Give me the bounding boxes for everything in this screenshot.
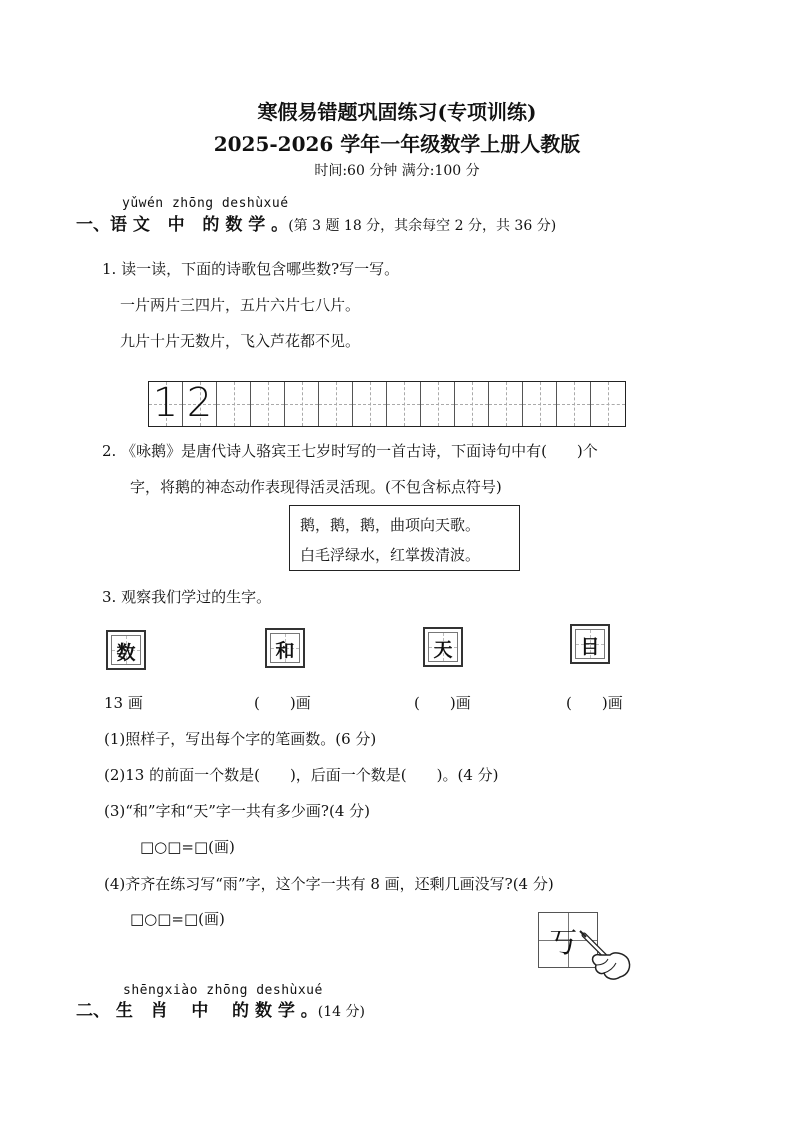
handwritten-digit: 1 xyxy=(152,380,179,426)
handwritten-digit: 2 xyxy=(186,380,213,426)
q3-sub4: (4)齐齐在练习写“雨”字，这个字一共有 8 画，还剩几画没写?(4 分) xyxy=(104,875,554,893)
hand-holding-pencil-icon xyxy=(570,925,636,985)
char-card-he xyxy=(265,628,305,668)
q3-sub3-formula[interactable]: □○□=□(画) xyxy=(140,838,235,856)
worksheet-meta: 时间:60 分钟 满分:100 分 xyxy=(314,163,480,179)
q3-sub4-formula[interactable]: □○□=□(画) xyxy=(130,910,225,928)
section1-heading xyxy=(76,210,556,235)
grid-cell[interactable] xyxy=(251,382,285,426)
stroke-count-shu: 13 画 xyxy=(104,694,143,712)
grid-cell[interactable] xyxy=(387,382,421,426)
poem-line2: 白毛浮绿水，红掌拨清波。 xyxy=(300,546,481,564)
rain-char-partial: 丂 xyxy=(549,926,578,959)
grid-cell[interactable] xyxy=(183,382,217,426)
q2-text-line2: 字，将鹅的神态动作表现得活灵活现。(不包含标点符号) xyxy=(130,478,502,496)
section2-pinyin: shēngxiào zhōng deshùxué xyxy=(123,983,323,998)
q2-text-line1: 2. 《咏鹅》是唐代诗人骆宾王七岁时写的一首古诗，下面诗句中有( )个 xyxy=(102,442,598,460)
stroke-blank-mu[interactable]: ( )画 xyxy=(566,694,623,712)
char-card-shu xyxy=(106,630,146,670)
char-shu: 数 xyxy=(116,642,136,664)
grid-cell[interactable] xyxy=(523,382,557,426)
grid-cell[interactable] xyxy=(455,382,489,426)
grid-cell[interactable] xyxy=(217,382,251,426)
char-card-tian xyxy=(423,627,463,667)
worksheet-title: 寒假易错题巩固练习(专项训练) xyxy=(257,100,537,124)
poem-box xyxy=(289,505,520,571)
q1-text: 1. 读一读，下面的诗歌包含哪些数?写一写。 xyxy=(102,260,400,278)
q1-poem-line2: 九片十片无数片，飞入芦花都不见。 xyxy=(120,332,361,350)
grid-cell[interactable] xyxy=(489,382,523,426)
char-tian: 天 xyxy=(433,639,453,661)
char-he: 和 xyxy=(275,640,295,662)
grid-cell[interactable] xyxy=(557,382,591,426)
grid-cell[interactable] xyxy=(591,382,625,426)
section1-note: (第 3 题 18 分，其余每空 2 分，共 36 分) xyxy=(288,218,557,234)
q1-poem-line1: 一片两片三四片，五片六片七八片。 xyxy=(120,296,361,314)
section1-pinyin: yǔwén zhōng deshùxué xyxy=(122,196,289,211)
section2-number: 二、 xyxy=(76,1001,110,1021)
grid-cell[interactable] xyxy=(421,382,455,426)
q3-sub3: (3)“和”字和“天”字一共有多少画?(4 分) xyxy=(104,802,370,820)
char-card-mu xyxy=(570,624,610,664)
q3-sub1: (1)照样子，写出每个字的笔画数。(6 分) xyxy=(104,730,377,748)
section2-heading xyxy=(76,996,365,1021)
writing-grid xyxy=(148,381,626,427)
section2-note: (14 分) xyxy=(317,1004,365,1020)
grid-cell[interactable] xyxy=(285,382,319,426)
poem-line1: 鹅，鹅，鹅，曲项向天歌。 xyxy=(300,516,481,534)
q3-text: 3. 观察我们学过的生字。 xyxy=(102,588,272,606)
grid-cell[interactable] xyxy=(149,382,183,426)
section2-title: 生 肖 中 的 数 学 。 xyxy=(110,1001,318,1021)
worksheet-subtitle: 2025-2026 学年一年级数学上册人教版 xyxy=(213,132,581,156)
section1-title: 语 文 中 的 数 学 。 xyxy=(110,215,289,235)
grid-cell[interactable] xyxy=(319,382,353,426)
grid-cell[interactable] xyxy=(353,382,387,426)
q3-sub2: (2)13 的前面一个数是( )，后面一个数是( )。(4 分) xyxy=(104,766,499,784)
section1-number: 一、 xyxy=(76,215,110,235)
stroke-blank-he[interactable]: ( )画 xyxy=(254,694,311,712)
char-mu: 目 xyxy=(580,636,600,658)
stroke-blank-tian[interactable]: ( )画 xyxy=(414,694,471,712)
